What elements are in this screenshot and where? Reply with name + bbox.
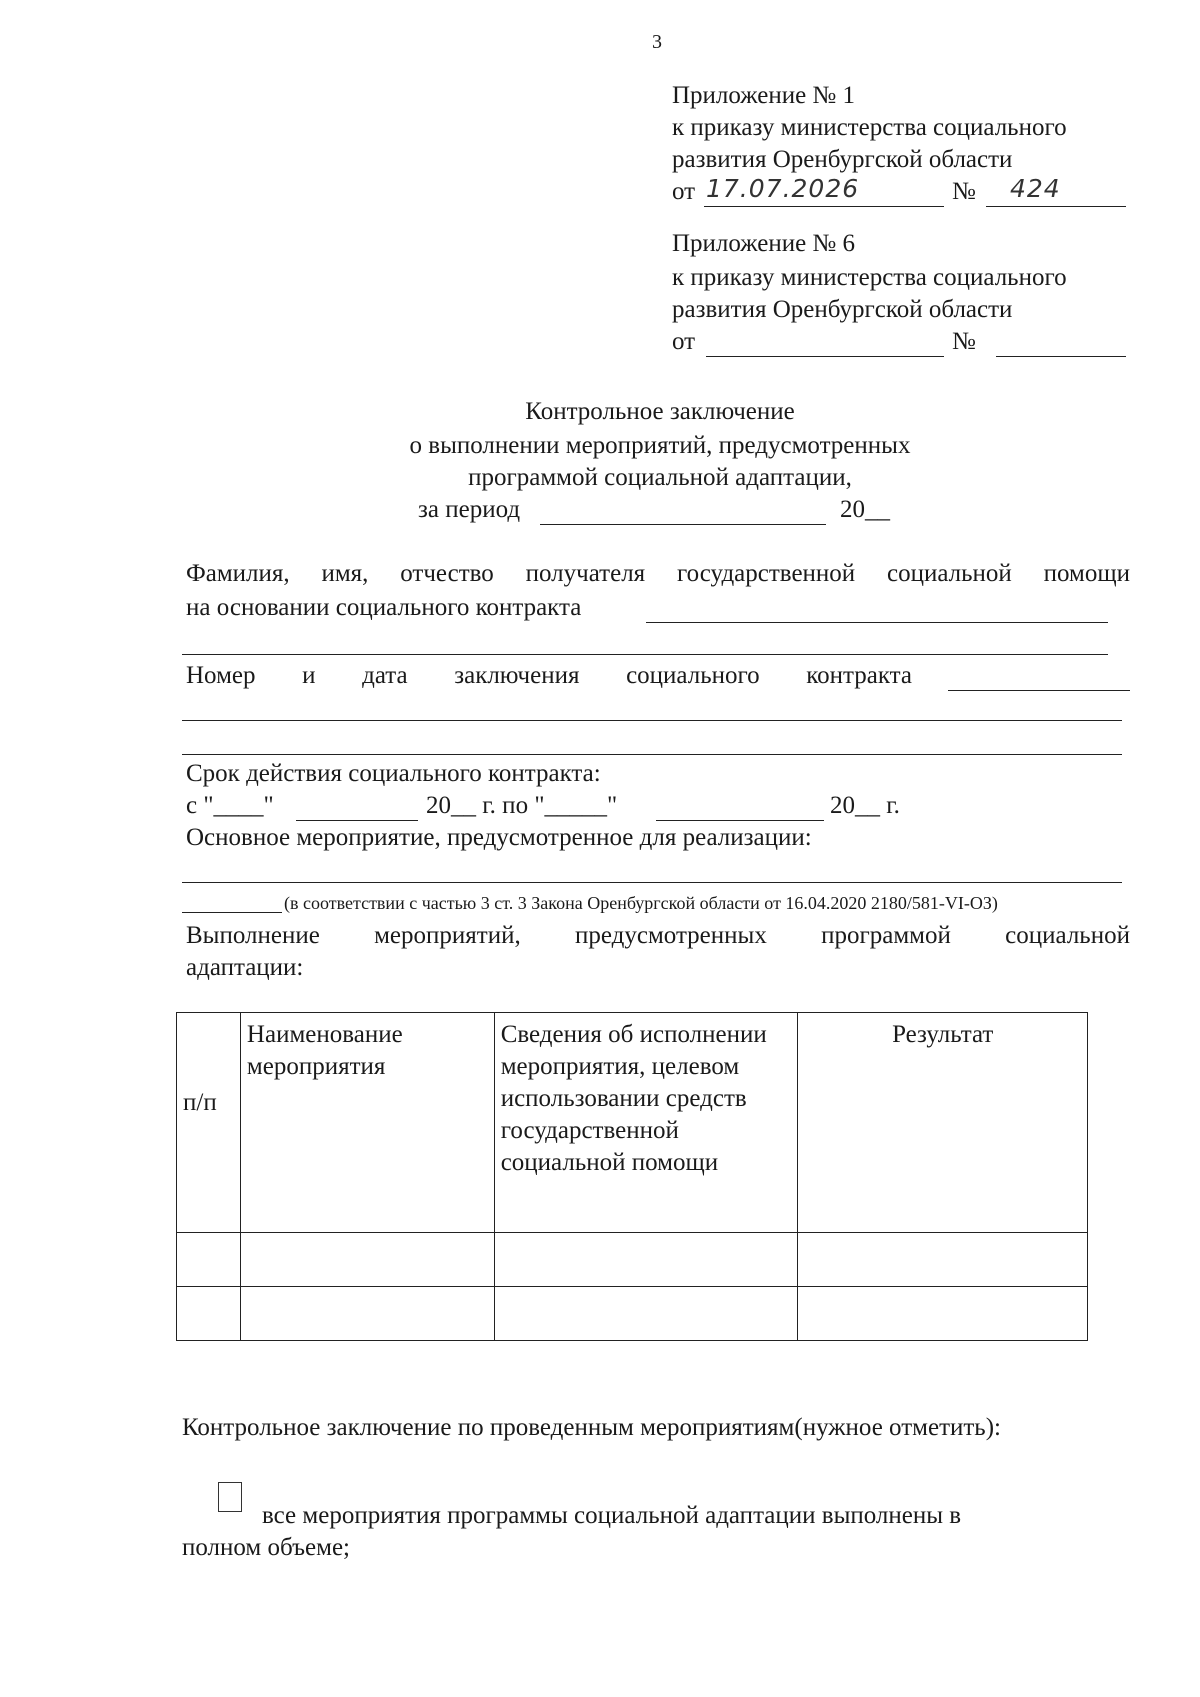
term-from-month-line[interactable] (296, 820, 418, 821)
appendix6-date-prefix: от (672, 328, 696, 355)
contract-word: Номер (186, 662, 256, 689)
heading-line2: о выполнении мероприятий, предусмотренных (409, 432, 911, 459)
execution-word: мероприятий, (374, 922, 521, 949)
appendix1-number-value: 424 (1010, 174, 1061, 203)
appendix1-title: Приложение № 1 (672, 82, 856, 109)
appendix1-number-line (986, 206, 1126, 207)
contract-field-line2[interactable] (182, 720, 1122, 721)
fio-field-line1[interactable] (646, 622, 1108, 623)
table-cell[interactable] (240, 1287, 494, 1341)
contract-field-line1[interactable] (948, 690, 1130, 691)
appendix6-number-line[interactable] (996, 356, 1126, 357)
appendix1-line2: развития Оренбургской области (672, 146, 1013, 173)
contract-word: социального (626, 662, 760, 689)
table-cell[interactable] (494, 1287, 798, 1341)
term-from-day: с "____" (186, 792, 274, 819)
header-info: Сведения об исполнении мероприятия, целевом использовании средств государственной социальной помощи (494, 1013, 798, 1233)
appendix6-line2: развития Оренбургской области (672, 296, 1013, 323)
heading-line1: Контрольное заключение (525, 398, 795, 425)
contract-label (186, 660, 912, 692)
law-note: (в соответствии с частью 3 ст. 3 Закона Оренбургской области от 16.04.2020 2180/581-VI-ОЗ) (284, 893, 998, 913)
term-to-year: 20__ г. (830, 792, 900, 819)
header-result: Результат (798, 1013, 1088, 1233)
appendix1-line1: к приказу министерства социального (672, 114, 1067, 141)
contract-word: контракта (806, 662, 912, 689)
appendix6-title: Приложение № 6 (672, 230, 856, 257)
appendix1-date-prefix: от (672, 178, 696, 205)
table-row (177, 1233, 1088, 1287)
table-cell[interactable] (177, 1233, 241, 1287)
contract-field-line3[interactable] (182, 754, 1122, 755)
execution-word: предусмотренных (575, 922, 767, 949)
term-to-day: 20__ г. по "_____" (426, 792, 618, 819)
table-cell[interactable] (494, 1233, 798, 1287)
option1-checkbox[interactable] (218, 1482, 242, 1512)
appendix6-date-line[interactable] (706, 356, 944, 357)
execution-word: Выполнение (186, 922, 320, 949)
heading-period-suffix: 20__ (840, 496, 890, 523)
heading-period-prefix: за период (418, 496, 521, 523)
fio-line2: на основании социального контракта (186, 594, 582, 621)
contract-word: и (302, 662, 316, 689)
option1-line2: полном объеме; (182, 1534, 350, 1561)
heading-period-line[interactable] (540, 524, 826, 525)
table-cell[interactable] (240, 1233, 494, 1287)
execution-line1 (186, 920, 1130, 952)
table-cell[interactable] (798, 1233, 1088, 1287)
table-cell[interactable] (177, 1287, 241, 1341)
conclusion-label: Контрольное заключение по проведенным мероприятиям(нужное отметить): (182, 1414, 1001, 1441)
page-number: 3 (652, 31, 662, 53)
main-event-label: Основное мероприятие, предусмотренное для реализации: (186, 824, 812, 851)
appendix6-number-prefix: № (952, 328, 976, 355)
appendix1-date-value: 17.07.2026 (706, 174, 860, 203)
table-cell[interactable] (798, 1287, 1088, 1341)
execution-word: социальной (1005, 922, 1130, 949)
table-row (177, 1287, 1088, 1341)
events-table (176, 1012, 1088, 1341)
law-note-blank[interactable] (182, 912, 282, 913)
main-event-field-line[interactable] (182, 882, 1122, 883)
appendix1-date-line (704, 206, 944, 207)
term-to-month-line[interactable] (656, 820, 824, 821)
table-header-row (177, 1013, 1088, 1233)
execution-word: программой (821, 922, 951, 949)
heading-line3: программой социальной адаптации, (468, 464, 852, 491)
contract-word: дата (362, 662, 408, 689)
fio-line1: Фамилия, имя, отчество получателя государственной социальной помощи (186, 560, 1130, 587)
fio-field-line2[interactable] (182, 654, 1108, 655)
header-num: п/п (177, 1013, 241, 1233)
execution-line2: адаптации: (186, 954, 304, 981)
header-name: Наименование мероприятия (240, 1013, 494, 1233)
contract-word: заключения (454, 662, 580, 689)
option1-line1: все мероприятия программы социальной адаптации выполнены в (262, 1502, 962, 1529)
term-label: Срок действия социального контракта: (186, 760, 601, 787)
appendix6-line1: к приказу министерства социального (672, 264, 1067, 291)
appendix1-number-prefix: № (952, 178, 976, 205)
